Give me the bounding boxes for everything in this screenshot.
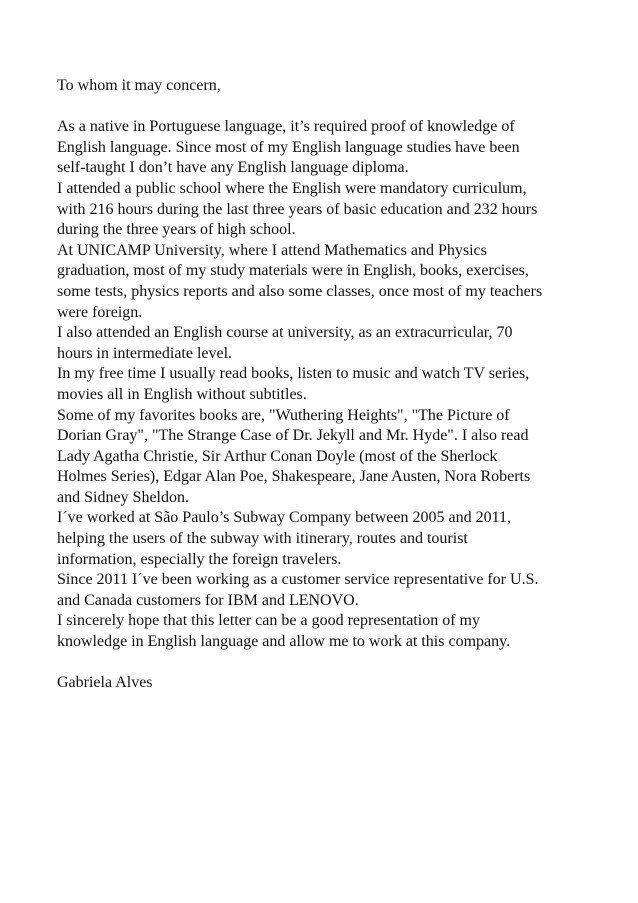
letter-body <box>57 76 597 694</box>
letter-line: self-taught I don’t have any English language diploma. <box>57 159 409 177</box>
signature: Gabriela Alves <box>57 674 153 692</box>
letter-line: and Sidney Sheldon. <box>57 488 189 506</box>
letter-line: movies all in English without subtitles. <box>57 385 307 403</box>
letter-line: At UNICAMP University, where I attend Mathematics and Physics <box>57 241 487 259</box>
letter-line: with 216 hours during the last three years of basic education and 232 hours <box>57 200 538 218</box>
letter-line: I sincerely hope that this letter can be a good representation of my <box>57 612 480 630</box>
letter-line: information, especially the foreign travelers. <box>57 550 342 568</box>
blank-line <box>57 97 597 118</box>
letter-line: hours in intermediate level. <box>57 344 233 362</box>
letter-line: Lady Agatha Christie, Sir Arthur Conan Doyle (most of the Sherlock <box>57 447 498 465</box>
letter-line: As a native in Portuguese language, it’s required proof of knowledge of <box>57 118 515 136</box>
letter-line: some tests, physics reports and also some classes, once most of my teachers <box>57 282 543 300</box>
letter-line: I also attended an English course at university, as an extracurricular, 70 <box>57 324 513 342</box>
letter-line: Dorian Gray", "The Strange Case of Dr. Jekyll and Mr. Hyde". I also read <box>57 427 529 445</box>
letter-line: English language. Since most of my English language studies have been <box>57 138 520 156</box>
salutation: To whom it may concern, <box>57 77 221 94</box>
letter-line: knowledge in English language and allow me to work at this company. <box>57 633 511 651</box>
letter-line: I attended a public school where the English were mandatory curriculum, <box>57 179 527 197</box>
letter-line: were foreign. <box>57 303 143 321</box>
letter-line: graduation, most of my study materials were in English, books, exercises, <box>57 262 529 280</box>
blank-line <box>57 653 597 674</box>
letter-line: and Canada customers for IBM and LENOVO. <box>57 591 359 609</box>
letter-line: Holmes Series), Edgar Alan Poe, Shakespeare, Jane Austen, Nora Roberts <box>57 468 531 486</box>
letter-line: Since 2011 I´ve been working as a customer service representative for U.S. <box>57 571 539 589</box>
letter-line: during the three years of high school. <box>57 221 296 239</box>
letter-line: Some of my favorites books are, "Wuthering Heights", "The Picture of <box>57 406 510 424</box>
letter-line: In my free time I usually read books, listen to music and watch TV series, <box>57 365 530 383</box>
letter-line: I´ve worked at São Paulo’s Subway Company between 2005 and 2011, <box>57 509 511 527</box>
letter-line: helping the users of the subway with itinerary, routes and tourist <box>57 530 468 548</box>
